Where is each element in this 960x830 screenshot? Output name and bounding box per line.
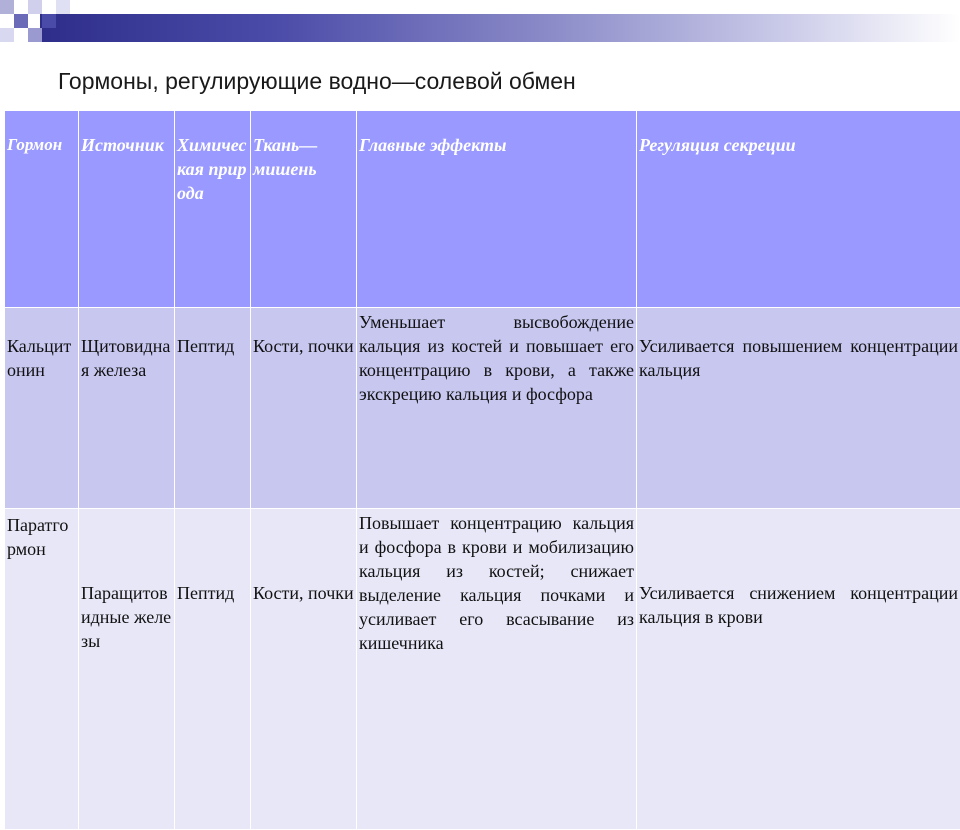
decor-square	[28, 0, 42, 14]
table-row	[5, 509, 960, 830]
table-header-row	[5, 111, 960, 308]
decor-square	[14, 14, 28, 28]
slide-title: Гормоны, регулирующие водно—солевой обмен	[58, 68, 576, 95]
cell-regulation: Усиливается повышением концентрации кальция	[637, 308, 960, 509]
header-chemical-nature: Химическая природа	[175, 111, 251, 308]
decor-square	[56, 0, 70, 14]
decor-square	[28, 28, 42, 42]
banner-gradient-bar	[40, 14, 960, 42]
cell-effects: Повышает концентрацию кальция и фосфора в крови и мобилизацию кальция из костей; снижает выделение кальция почками и усиливает его всасывание из кишечника	[357, 509, 637, 830]
cell-regulation: Усиливается снижением концентрации кальция в крови	[637, 509, 960, 830]
cell-nature: Пептид	[175, 308, 251, 509]
header-main-effects: Главные эффекты	[357, 111, 637, 308]
decor-square	[0, 28, 14, 42]
decor-square	[42, 14, 56, 28]
hormones-table	[4, 110, 960, 830]
header-hormone: Гормон	[5, 111, 79, 308]
cell-source: Щитовидная железа	[79, 308, 175, 509]
cell-hormone: Кальцитонин	[5, 308, 79, 509]
cell-target: Кости, почки	[251, 509, 357, 830]
cell-source: Паращитовидные железы	[79, 509, 175, 830]
header-secretion-regulation: Регуляция секреции	[637, 111, 960, 308]
decorative-banner	[0, 0, 960, 46]
cell-nature: Пептид	[175, 509, 251, 830]
header-target-tissue: Ткань— мишень	[251, 111, 357, 308]
cell-hormone: Паратгормон	[5, 509, 79, 830]
cell-target: Кости, почки	[251, 308, 357, 509]
header-source: Источник	[79, 111, 175, 308]
decor-square	[0, 0, 14, 14]
cell-effects: Уменьшает высвобождение кальция из костей и повышает его концентрацию в крови, а также экскрецию кальция и фосфора	[357, 308, 637, 509]
table-row	[5, 308, 960, 509]
